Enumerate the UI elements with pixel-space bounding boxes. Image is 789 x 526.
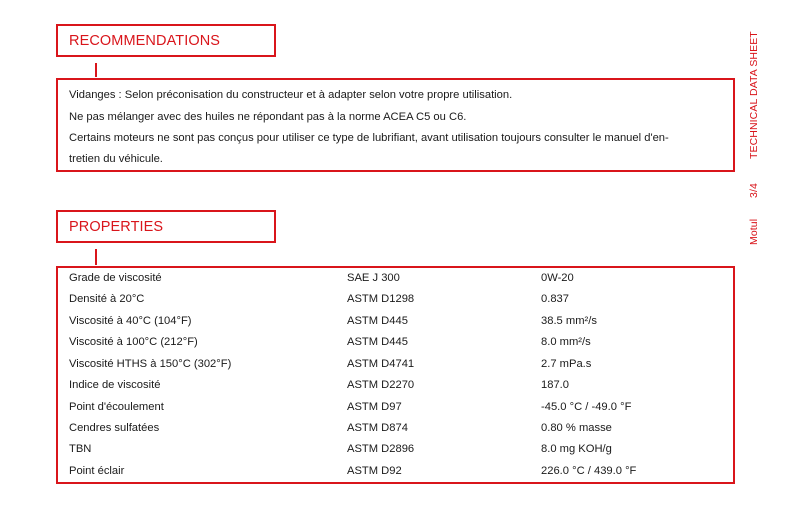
property-method: ASTM D4741 <box>347 358 415 370</box>
property-method: ASTM D2270 <box>347 379 415 391</box>
recommendation-line: Vidanges : Selon préconisation du constructeur et à adapter selon votre propre utilisation. <box>69 89 513 101</box>
property-method: ASTM D874 <box>347 422 408 434</box>
property-value: 187.0 <box>541 379 569 391</box>
table-row <box>58 376 733 397</box>
property-name: Indice de viscosité <box>69 379 161 391</box>
property-name: Point d'écoulement <box>69 401 164 413</box>
property-name: Cendres sulfatées <box>69 422 160 434</box>
property-value: 8.0 mm²/s <box>541 336 591 348</box>
property-name: Densité à 20°C <box>69 293 145 305</box>
property-value: 0.80 % masse <box>541 422 612 434</box>
table-row <box>58 419 733 440</box>
property-method: ASTM D1298 <box>347 293 415 305</box>
table-row <box>58 440 733 461</box>
brand-label: Motul <box>748 218 760 245</box>
recommendations-title: RECOMMENDATIONS <box>69 33 221 49</box>
property-name: TBN <box>69 443 92 455</box>
recommendations-box <box>56 78 735 172</box>
property-value: 0.837 <box>541 293 569 305</box>
table-row <box>58 312 733 333</box>
property-method: ASTM D2896 <box>347 443 415 455</box>
property-method: ASTM D445 <box>347 336 408 348</box>
recommendation-line: Certains moteurs ne sont pas conçus pour utiliser ce type de lubrifiant, avant utilisation toujours consulter le manuel d'en- <box>69 132 669 144</box>
property-name: Grade de viscosité <box>69 272 162 284</box>
recommendation-line: tretien du véhicule. <box>69 153 163 165</box>
table-row <box>58 333 733 354</box>
table-row <box>58 462 733 483</box>
property-value: 0W-20 <box>541 272 574 284</box>
property-method: ASTM D97 <box>347 401 402 413</box>
properties-table <box>56 266 735 484</box>
property-name: Viscosité HTHS à 150°C (302°F) <box>69 358 232 370</box>
properties-title: PROPERTIES <box>69 219 164 235</box>
recommendations-connector <box>95 63 97 77</box>
property-value: 2.7 mPa.s <box>541 358 592 370</box>
property-method: ASTM D445 <box>347 315 408 327</box>
page-number: 3/4 <box>748 183 760 198</box>
properties-header <box>56 210 276 243</box>
properties-connector <box>95 249 97 265</box>
property-value: 226.0 °C / 439.0 °F <box>541 465 637 477</box>
property-name: Viscosité à 100°C (212°F) <box>69 336 198 348</box>
property-method: SAE J 300 <box>347 272 400 284</box>
property-value: 8.0 mg KOH/g <box>541 443 612 455</box>
table-row <box>58 355 733 376</box>
property-name: Point éclair <box>69 465 125 477</box>
property-value: -45.0 °C / -49.0 °F <box>541 401 632 413</box>
recommendation-line: Ne pas mélanger avec des huiles ne répondant pas à la norme ACEA C5 ou C6. <box>69 111 467 123</box>
recommendations-header <box>56 24 276 57</box>
property-method: ASTM D92 <box>347 465 402 477</box>
property-value: 38.5 mm²/s <box>541 315 597 327</box>
table-row <box>58 290 733 311</box>
sheet-label: TECHNICAL DATA SHEET <box>748 31 760 159</box>
table-row <box>58 269 733 290</box>
table-row <box>58 398 733 419</box>
property-name: Viscosité à 40°C (104°F) <box>69 315 192 327</box>
